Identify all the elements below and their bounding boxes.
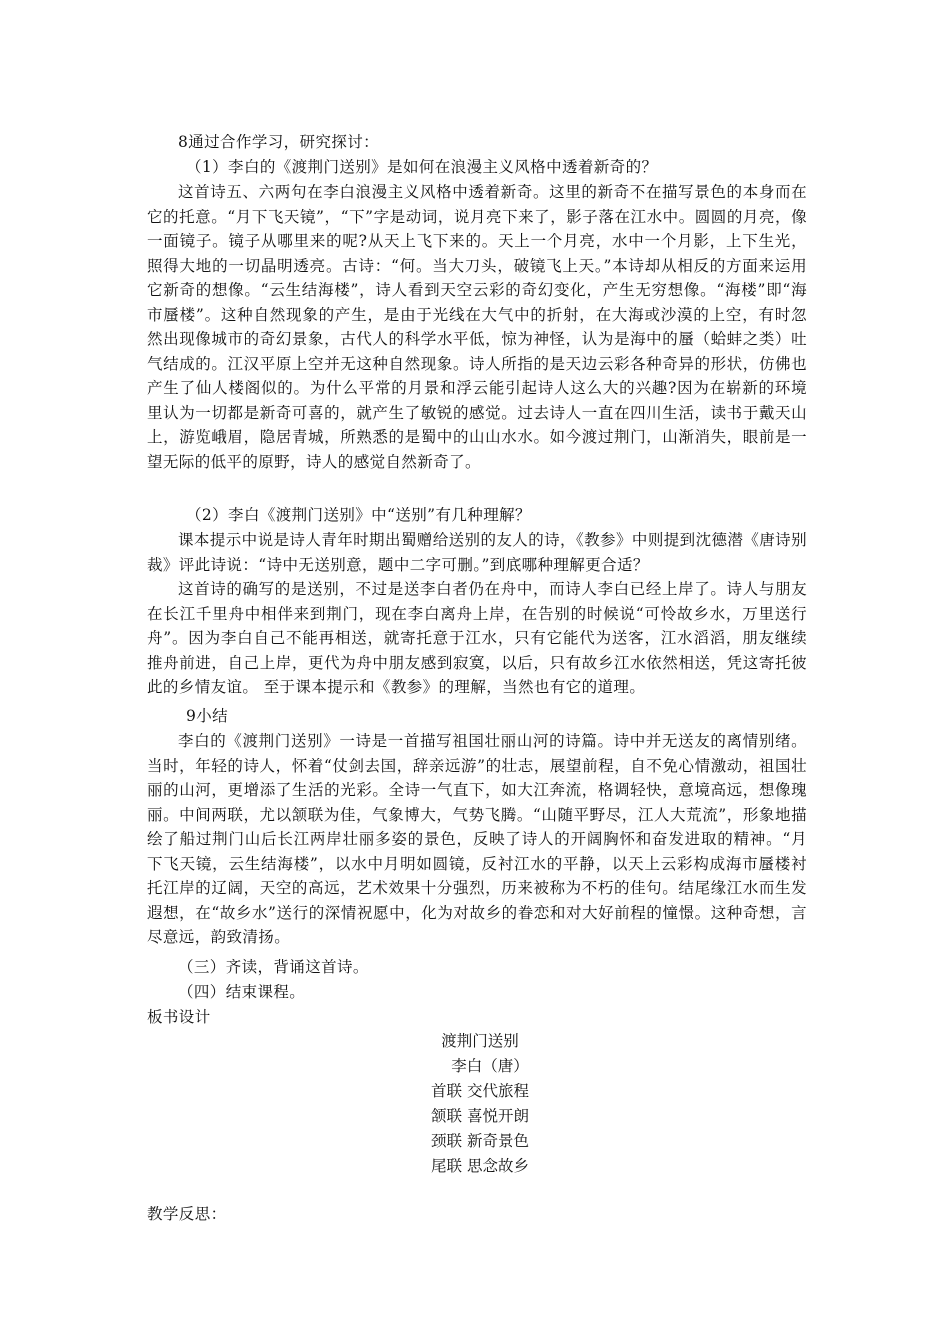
answer-2b-paragraph: 这首诗的确写的是送别，不过是送李白者仍在舟中，而诗人李白已经上岸了。诗人与朋友在长江千里舟中相伴来到荆门，现在李白离舟上岸，在告别的时候说“可怜故乡水，万里送行舟”。因为李白自己不能再相送，就寄托意于江水，只有它能代为送客，江水滔滔，朋友继续推舟前进，自己上岸，更代为舟中朋友感到寂寞，以后，只有故乡江水依然相送，凭这寄托彼此的乡情友谊。 至于课本提示和《教参》的理解，当然也有它的道理。 (147, 580, 807, 696)
board-line-3: 颈联 新奇景色 (431, 1132, 529, 1150)
step-4: （四）结束课程。 (178, 983, 306, 1001)
answer-1-paragraph: 这首诗五、六两句在李白浪漫主义风格中透着新奇。这里的新奇不在描写景色的本身而在它的托意。“月下飞天镜”，“下”字是动词，说月亮下来了，影子落在江水中。圆圆的月亮，像一面镜子。镜子从哪里来的呢?从天上飞下来的。天上一个月亮，水中一个月影，上下生光，照得大地的一切晶明透亮。古诗：“何。当大刀头，破镜飞上天。”本诗却从相反的方面来运用它新奇的想像。“云生结海楼”，诗人看到天空云彩的奇幻变化，产生无穷想像。“海楼”即“海市蜃楼”。这种自然现象的产生，是由于光线在大气中的折射，在大海或沙漠的上空，有时忽然出现像城市的奇幻景象，古代人的科学水平低，惊为神怪，认为是海中的蜃（蛤蚌之类）吐气结成的。江汉平原上空并无这种自然现象。诗人所指的是天边云彩各种奇异的形状，仿佛也产生了仙人楼阁似的。为什么平常的月景和浮云能引起诗人这么大的兴趣?因为在崭新的环境里认为一切都是新奇可喜的，就产生了敏锐的感觉。过去诗人一直在四川生活，读书于戴天山上，游览峨眉，隐居青城，所熟悉的是蜀中的山山水水。如今渡过荆门，山渐消失，眼前是一望无际的低平的原野，诗人的感觉自然新奇了。 (147, 183, 807, 471)
summary-paragraph: 李白的《渡荆门送别》一诗是一首描写祖国壮丽山河的诗篇。诗中并无送友的离情别绪。当时，年轻的诗人，怀着“仗剑去国，辞亲远游”的壮志，展望前程，自不免心情激动，祖国壮丽的山河，更增添了生活的光彩。全诗一气直下，如大江奔流，格调轻快，意境高远，想像瑰丽。中间两联，尤以颔联为佳，气象博大，气势飞腾。“山随平野尽，江人大荒流”，形象地描绘了船过荆门山后长江两岸壮丽多姿的景色，反映了诗人的开阔胸怀和奋发进取的精神。“月下飞天镜，云生结海楼”，以水中月明如圆镜，反衬江水的平静，以天上云彩构成海市蜃楼衬托江岸的辽阔，天空的高远，艺术效果十分强烈，历来被称为不朽的佳句。结尾缘江水而生发遐想，在“故乡水”送行的深情祝愿中，化为对故乡的眷恋和对大好前程的憧憬。这种奇想，言尽意远，韵致清扬。 (147, 732, 807, 946)
answer-2-paragraph: 课本提示中说是诗人青年时期出蜀赠给送别的友人的诗，《教参》中则提到沈德潜《唐诗别裁》评此诗说：“诗中无送别意，题中二字可删。”到底哪种理解更合适？ (147, 531, 807, 574)
question-2: （2）李白《渡荆门送别》中“送别”有几种理解？ (186, 506, 531, 524)
section-9-heading: 9小结 (186, 707, 229, 725)
step-3: （三）齐读，背诵这首诗。 (178, 958, 369, 976)
board-line-2: 颔联 喜悦开朗 (431, 1107, 529, 1125)
board-title: 渡荆门送别 (441, 1032, 519, 1050)
board-line-1: 首联 交代旅程 (431, 1082, 529, 1100)
board-line-4: 尾联 思念故乡 (431, 1157, 529, 1175)
board-author: 李白（唐） (451, 1057, 529, 1075)
question-1: （1）李白的《渡荆门送别》是如何在浪漫主义风格中透着新奇的？ (186, 158, 658, 176)
reflection-heading: 教学反思： (147, 1205, 227, 1223)
section-8-heading: 8通过合作学习，研究探讨： (178, 133, 380, 151)
board-design-heading: 板书设计 (147, 1008, 211, 1026)
